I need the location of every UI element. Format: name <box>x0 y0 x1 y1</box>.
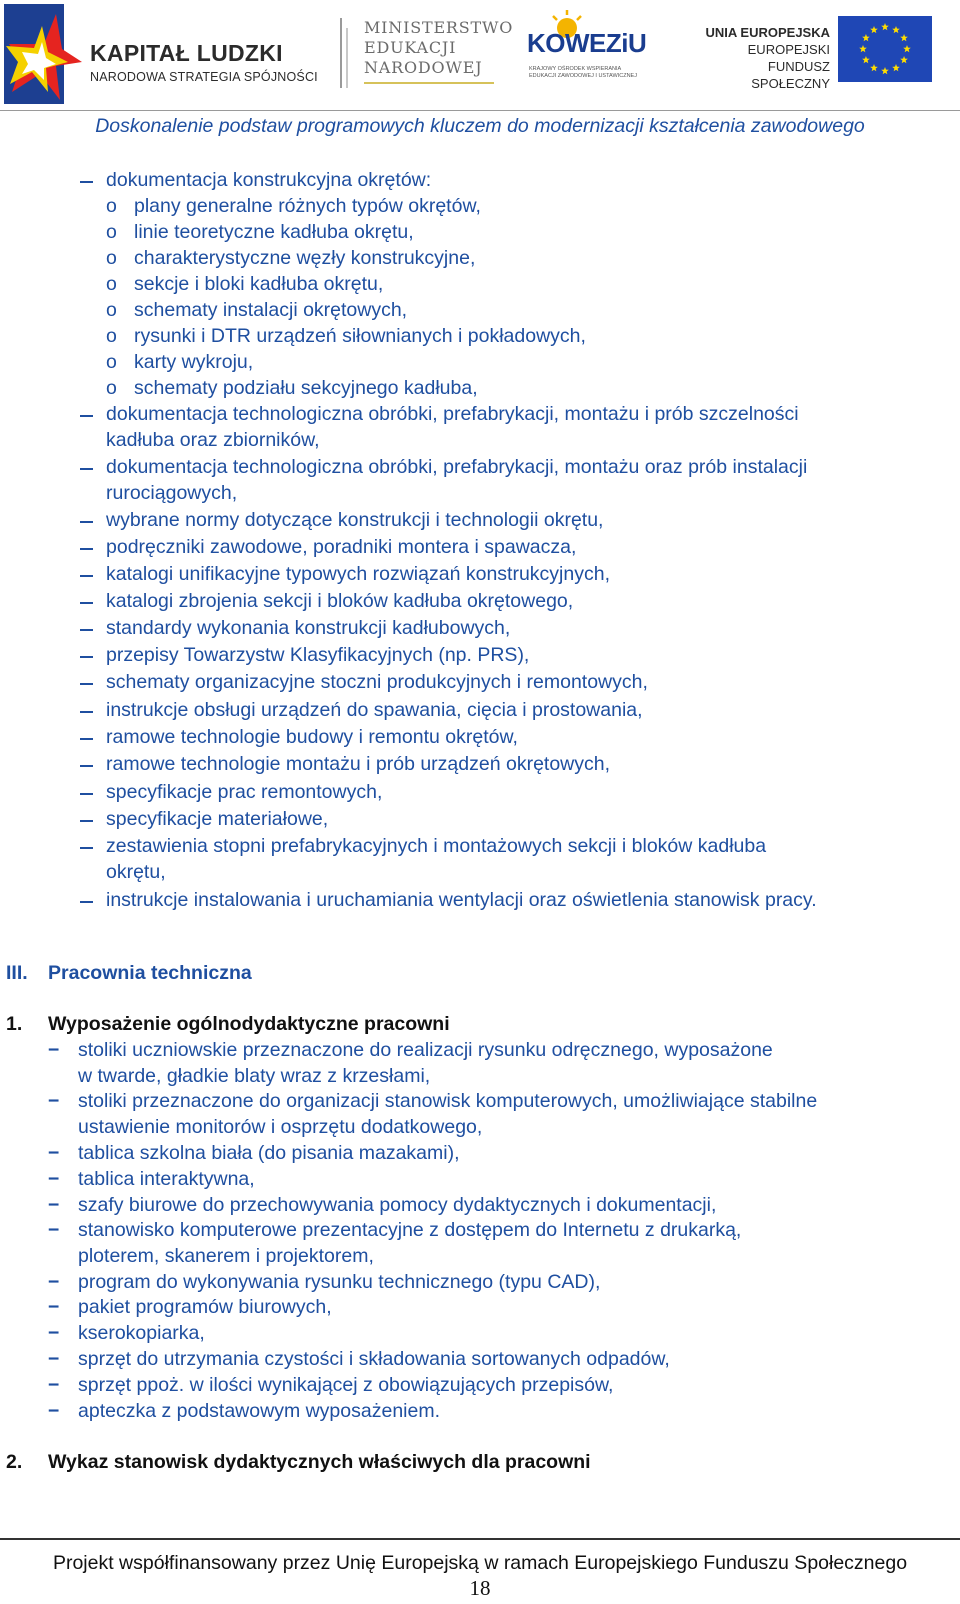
circle-bullet-icon: o <box>106 377 117 399</box>
list-item-text: apteczka z podstawowym wyposażeniem. <box>78 1400 440 1422</box>
list-item-text: specyfikacje materiałowe, <box>106 808 329 830</box>
list-item-text: instrukcje obsługi urządzeń do spawania, cięcia i prostowania, <box>106 699 643 721</box>
eu-star-icon <box>859 45 867 52</box>
koweziu-subtitle: KRAJOWY OŚRODEK WSPIERANIA EDUKACJI ZAWODOWEJ I USTAWICZNEJ <box>529 66 637 79</box>
list-item-text: katalogi unifikacyjne typowych rozwiązań konstrukcyjnych, <box>106 563 610 585</box>
list-item-text: w twarde, gładkie blaty wraz z krzesłami, <box>78 1065 431 1087</box>
circle-bullet-icon: o <box>106 273 117 295</box>
dash-bullet-icon <box>80 521 93 523</box>
subsection-1-number: 1. <box>6 1013 23 1035</box>
list-item-text: rysunki i DTR urządzeń siłownianych i pokładowych, <box>134 325 586 347</box>
minus-bullet-icon: − <box>48 1142 60 1164</box>
kapital-ludzki-title: KAPITAŁ LUDZKI <box>90 40 283 66</box>
list-item-text: specyfikacje prac remontowych, <box>106 781 383 803</box>
circle-bullet-icon: o <box>106 247 117 269</box>
list-item-text: linie teoretyczne kadłuba okrętu, <box>134 221 414 243</box>
eu-flag-icon <box>838 16 932 82</box>
list-item-text: program do wykonywania rysunku technicznego (typu CAD), <box>78 1271 601 1293</box>
eu-star-icon <box>881 23 889 30</box>
list-item-text: instrukcje instalowania i uruchamiania wentylacji oraz oświetlenia stanowisk pracy. <box>106 889 817 911</box>
list-item-text: standardy wykonania konstrukcji kadłubowych, <box>106 617 511 639</box>
dash-bullet-icon <box>80 738 93 740</box>
minus-bullet-icon: − <box>48 1400 60 1422</box>
dash-bullet-icon <box>80 683 93 685</box>
subsection-1-title: Wyposażenie ogólnodydaktyczne pracowni <box>48 1013 450 1035</box>
list-item-text: okrętu, <box>106 861 166 883</box>
circle-bullet-icon: o <box>106 221 117 243</box>
eu-line2: EUROPEJSKI <box>747 42 830 57</box>
eu-star-icon <box>892 64 900 71</box>
dash-bullet-icon <box>80 602 93 604</box>
eu-star-icon <box>862 56 870 63</box>
dash-bullet-icon <box>80 575 93 577</box>
eu-star-icon <box>903 45 911 52</box>
eu-line1: UNIA EUROPEJSKA <box>705 25 830 40</box>
list-item-text: przepisy Towarzystw Klasyfikacyjnych (np. PRS), <box>106 644 530 666</box>
dash-bullet-icon <box>80 765 93 767</box>
eu-star-icon <box>900 56 908 63</box>
ministerstwo-underline <box>364 82 494 84</box>
minus-bullet-icon: − <box>48 1374 60 1396</box>
eu-star-icon <box>870 64 878 71</box>
dash-bullet-icon <box>80 181 93 183</box>
list-item-text: dokumentacja technologiczna obróbki, prefabrykacji, montażu i prób szczelności <box>106 403 799 425</box>
dash-bullet-icon <box>80 548 93 550</box>
minus-bullet-icon: − <box>48 1296 60 1318</box>
eu-stars-icon <box>838 16 932 82</box>
eu-text <box>700 24 830 92</box>
list-item-text: stoliki uczniowskie przeznaczone do realizacji rysunku odręcznego, wyposażone <box>78 1039 773 1061</box>
ministerstwo-emblem-icon <box>330 18 360 88</box>
koweziu-logo <box>525 10 655 100</box>
dash-bullet-icon <box>80 901 93 903</box>
minus-bullet-icon: − <box>48 1168 60 1190</box>
minus-bullet-icon: − <box>48 1090 60 1112</box>
dash-bullet-icon <box>80 629 93 631</box>
dash-bullet-icon <box>80 847 93 849</box>
ministerstwo-logo <box>330 10 514 100</box>
list-item-text: schematy instalacji okrętowych, <box>134 299 408 321</box>
ministerstwo-line2: EDUKACJI <box>364 38 457 57</box>
eu-line3: FUNDUSZ SPOŁECZNY <box>751 59 830 91</box>
list-item-text: kserokopiarka, <box>78 1322 205 1344</box>
eu-star-icon <box>892 26 900 33</box>
minus-bullet-icon: − <box>48 1271 60 1293</box>
dash-bullet-icon <box>80 415 93 417</box>
minus-bullet-icon: − <box>48 1194 60 1216</box>
minus-bullet-icon: − <box>48 1322 60 1344</box>
list-item-text: ramowe technologie montażu i prób urządzeń okrętowych, <box>106 753 611 775</box>
list-item-text: ramowe technologie budowy i remontu okrętów, <box>106 726 518 748</box>
list-item-text: katalogi zbrojenia sekcji i bloków kadłuba okrętowego, <box>106 590 574 612</box>
circle-bullet-icon: o <box>106 325 117 347</box>
list-item-text: schematy organizacyjne stoczni produkcyjnych i remontowych, <box>106 671 648 693</box>
page-number: 18 <box>469 1576 491 1600</box>
dash-bullet-icon <box>80 820 93 822</box>
list-item-text: wybrane normy dotyczące konstrukcji i technologii okrętu, <box>106 509 604 531</box>
eu-star-icon <box>862 34 870 41</box>
subsection-2-title: Wykaz stanowisk dydaktycznych właściwych dla pracowni <box>48 1451 591 1473</box>
kapital-ludzki-logo <box>4 4 318 104</box>
header-rule <box>0 110 960 111</box>
list-item-text: ploterem, skanerem i projektorem, <box>78 1245 374 1267</box>
list-item-text: tablica interaktywna, <box>78 1168 255 1190</box>
list-item-text: ustawienie monitorów i osprzętu dodatkowego, <box>78 1116 483 1138</box>
list-item-text: dokumentacja konstrukcyjna okrętów: <box>106 169 432 191</box>
dash-bullet-icon <box>80 656 93 658</box>
ministerstwo-line1: MINISTERSTWO <box>364 18 514 37</box>
minus-bullet-icon: − <box>48 1039 60 1061</box>
list-item-text: stoliki przeznaczone do organizacji stanowisk komputerowych, umożliwiające stabilne <box>78 1090 818 1112</box>
list-item-text: sprzęt do utrzymania czystości i składowania sortowanych odpadów, <box>78 1348 670 1370</box>
eu-star-icon <box>881 67 889 74</box>
list-item-text: podręczniki zawodowe, poradniki montera i spawacza, <box>106 536 577 558</box>
circle-bullet-icon: o <box>106 351 117 373</box>
page-subtitle: Doskonalenie podstaw programowych kluczem do modernizacji kształcenia zawodowego <box>95 115 865 137</box>
header-logos <box>0 0 960 110</box>
koweziu-title: KOWEZiU <box>527 28 647 58</box>
section-title: Pracownia techniczna <box>48 962 252 984</box>
dash-bullet-icon <box>80 711 93 713</box>
eu-star-icon <box>900 34 908 41</box>
list-item-text: szafy biurowe do przechowywania pomocy dydaktycznych i dokumentacji, <box>78 1194 717 1216</box>
kapital-ludzki-subtitle: NARODOWA STRATEGIA SPÓJNOŚCI <box>90 70 318 84</box>
list-item-text: pakiet programów biurowych, <box>78 1296 332 1318</box>
subsection-2-number: 2. <box>6 1451 23 1473</box>
eu-logo <box>700 12 950 92</box>
eu-star-icon <box>870 26 878 33</box>
circle-bullet-icon: o <box>106 195 117 217</box>
ministerstwo-line3: NARODOWEJ <box>364 58 483 77</box>
minus-bullet-icon: − <box>48 1219 60 1241</box>
list-item-text: dokumentacja technologiczna obróbki, prefabrykacji, montażu oraz prób instalacji <box>106 456 808 478</box>
section-number: III. <box>6 962 28 984</box>
list-item-text: rurociągowych, <box>106 482 238 504</box>
list-item-text: plany generalne różnych typów okrętów, <box>134 195 481 217</box>
list-item-text: kadłuba oraz zbiorników, <box>106 429 320 451</box>
footer-text: Projekt współfinansowany przez Unię Europejską w ramach Europejskiego Funduszu Społecznego <box>52 1552 908 1574</box>
kapital-ludzki-star-icon <box>4 4 84 104</box>
minus-bullet-icon: − <box>48 1348 60 1370</box>
footer-rule <box>0 1538 960 1540</box>
list-item-text: tablica szkolna biała (do pisania mazakami), <box>78 1142 460 1164</box>
list-item-text: stanowisko komputerowe prezentacyjne z dostępem do Internetu z drukarką, <box>78 1219 742 1241</box>
list-item-text: charakterystyczne węzły konstrukcyjne, <box>134 247 476 269</box>
dash-bullet-icon <box>80 468 93 470</box>
list-item-text: zestawienia stopni prefabrykacyjnych i montażowych sekcji i bloków kadłuba <box>106 835 767 857</box>
list-item-text: sekcje i bloki kadłuba okrętu, <box>134 273 384 295</box>
list-item-text: schematy podziału sekcyjnego kadłuba, <box>134 377 478 399</box>
circle-bullet-icon: o <box>106 299 117 321</box>
dash-bullet-icon <box>80 793 93 795</box>
list-item-text: karty wykroju, <box>134 351 254 373</box>
list-item-text: sprzęt ppoż. w ilości wynikającej z obowiązujących przepisów, <box>78 1374 614 1396</box>
